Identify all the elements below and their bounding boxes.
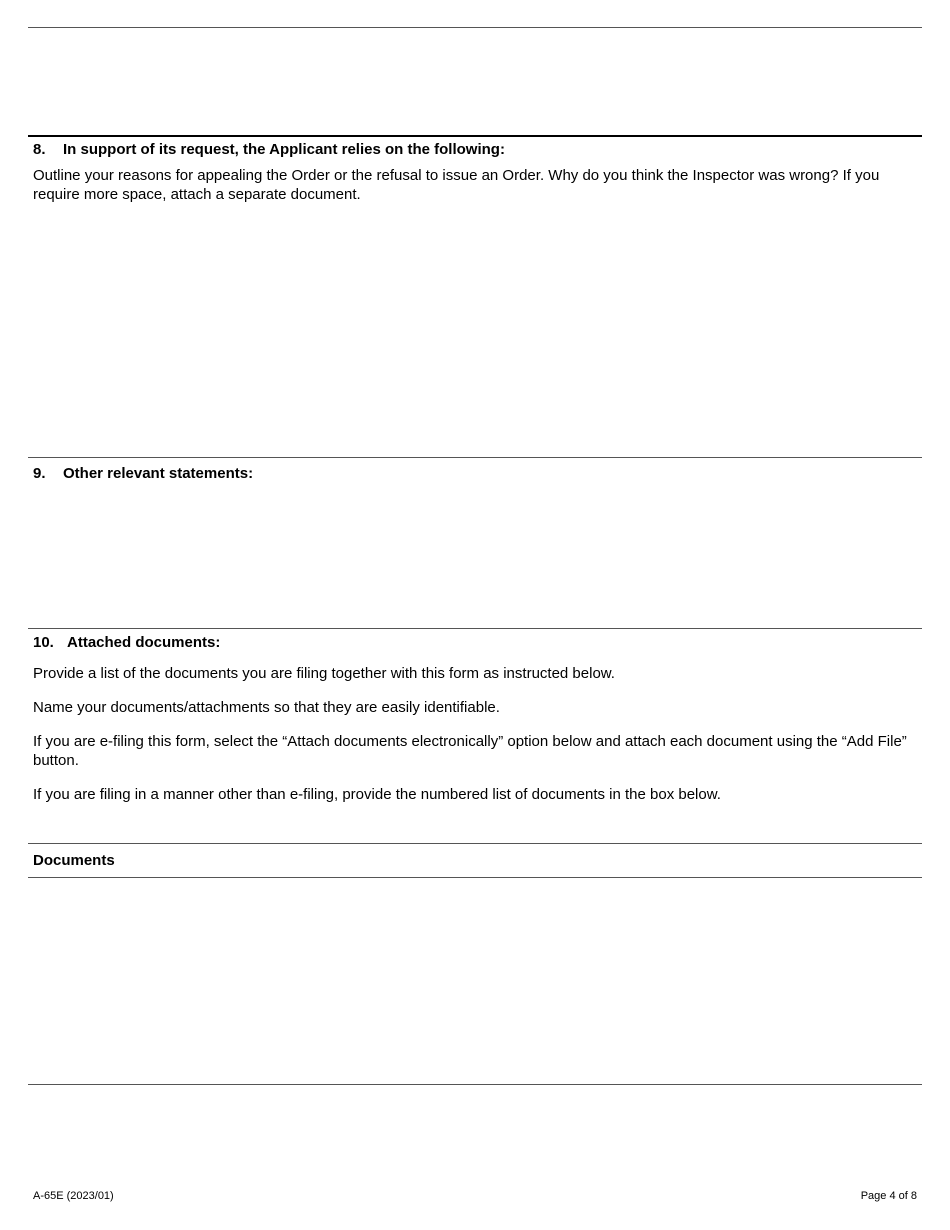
section-10-rule [28, 628, 922, 629]
section-10-number: 10. [33, 634, 54, 651]
section-9-heading [33, 465, 253, 482]
page-number: Page 4 of 8 [860, 1190, 917, 1202]
section-10-paragraph-4: If you are filing in a manner other than e-filing, provide the numbered list of documents in the box below. [33, 786, 721, 803]
section-8-reasons-field[interactable] [28, 208, 922, 454]
section-10-heading [33, 634, 220, 651]
section-9-number: 9. [33, 465, 46, 482]
section-8-title: In support of its request, the Applicant relies on the following: [63, 141, 505, 158]
section-9-rule [28, 457, 922, 458]
section-8-rule [28, 135, 922, 137]
section-9-statements-field[interactable] [28, 488, 922, 626]
section-10-title: Attached documents: [67, 634, 221, 651]
section-8-heading [33, 141, 505, 158]
form-id: A-65E (2023/01) [33, 1190, 114, 1202]
section-10-paragraph-3: If you are e-filing this form, select the “Attach documents electronically” option below and attach each document using the “Add File” button. [33, 733, 907, 769]
section-10-paragraph-2: Name your documents/attachments so that they are easily identifiable. [33, 699, 500, 716]
top-rule [28, 27, 922, 28]
section-9-title: Other relevant statements: [63, 465, 254, 482]
documents-top-rule [28, 843, 922, 844]
documents-label: Documents [33, 852, 115, 869]
documents-list-field[interactable] [28, 879, 922, 1082]
section-8-instructions: Outline your reasons for appealing the Order or the refusal to issue an Order. Why do you think the Inspector was wrong? If you require more space, attach a separate document. [33, 167, 880, 203]
documents-header-rule [28, 877, 922, 878]
section-8-number: 8. [33, 141, 46, 158]
section-10-paragraph-1: Provide a list of the documents you are filing together with this form as instructed below. [33, 665, 615, 682]
documents-bottom-rule [28, 1084, 922, 1085]
previous-section-text-field[interactable] [28, 29, 922, 133]
